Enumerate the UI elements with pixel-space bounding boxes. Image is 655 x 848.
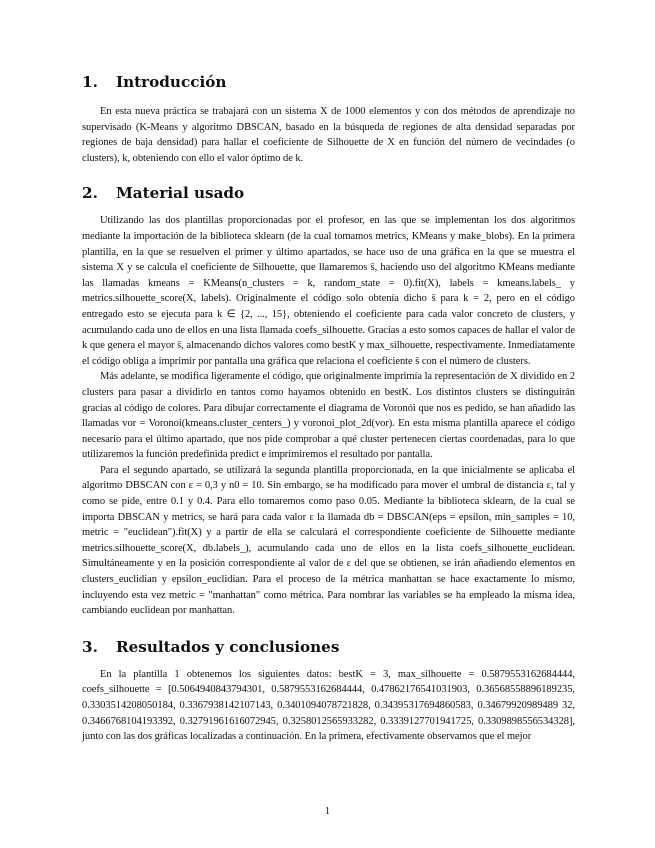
section-heading-resultados	[82, 637, 575, 657]
section-number: 1.	[82, 73, 98, 91]
paragraph: Para el segundo apartado, se utilizará la segunda plantilla proporcionada, en la que inicialmente se aplicaba el algoritmo DBSCAN con ε = 0,3 y n0 = 10. Sin embargo, se ha modificado para mover el umbral de distancia ε, tal y como se pide, entre 0.1 y 0.4. Para ello tomaremos como paso 0.05. Mediante la biblioteca sklearn, de la cual se importa DBSCAN y metrics, se hará para cada valor ε la llamada db = DBSCAN(eps = epsilon, min_samples = 10, metric = "euclidean").fit(X) y a partir de ella se calculará el correspondiente coeficiente de Silhouette mediante metrics.silhouette_score(X, db.labels_), acumulando cada uno de ellos en la lista coefs_silhouette_euclidean. Simultáneamente y en la posición correspondiente al valor de ε del que se obtienen, se irán añadiendo elementos en clusters_euclidian y epsilon_euclidian. Para el proceso de la métrica manhattan se hace exactamente lo mismo, incluyendo esta vez metric = "manhattan" como métrica. Para nombrar las variables se ha empleado la misma idea, cambiando euclidean por manhattan.	[82, 464, 575, 617]
section-body	[82, 667, 575, 745]
section-title: Resultados y conclusiones	[116, 637, 340, 656]
paper-page	[82, 66, 575, 745]
section-title: Introducción	[116, 73, 227, 91]
section-number: 3.	[82, 637, 98, 656]
section-heading-introduccion	[82, 72, 575, 92]
section-body	[82, 104, 575, 166]
page-number: 1	[324, 806, 331, 817]
paragraph: Más adelante, se modifica ligeramente el código, que originalmente imprimía la representación de X dividido en 2 clusters para pasar a dividirlo en tantos como hayamos obtenido en bestK. Los distintos clusters se distinguirán gracias al código de colores. Para dibujar correctamente el diagrama de Voronói que nos es pedido, se han añadido las llamadas vor = Voronoi(kmeans.cluster_centers_) y voronoi_plot_2d(vor). En esta misma plantilla aparece el código necesario para el último apartado, que nos pide comprobar a qué cluster pertenecen ciertas coordenadas, para lo que utilizaremos la función predefinida predict e imprimiremos el resultado por pantalla.	[82, 371, 575, 461]
section-body	[82, 213, 575, 618]
section-title: Material usado	[116, 184, 245, 203]
paragraph: Utilizando las dos plantillas proporcionadas por el profesor, en las que se implementan los dos algoritmos mediante la importación de la biblioteca sklearn (de la cual tomamos metrics, KMeans y make_blobs). En la primera plantilla, en la que se resuelven el primer y último apartados, se hace uso de una gráfica en la que se muestra el sistema X y se calcula el coeficiente de Silhouette, que llamaremos s̄, haciendo uso del algoritmo KMeans mediante las llamadas kmeans = KMeans(n_clusters = k, random_state = 0).fit(X), labels = kmeans.labels_ y metrics.silhouette_score(X, labels). Originalmente el código solo obtenía dicho s̄ para k = 2, pero en el código entregado esto se ejecuta para k ∈ {2, ..., 15}, obteniendo el coeficiente para cada valor concreto de clusters, y acumulando cada uno de ellos en una lista llamada coefs_silhouette. Gracias a esto somos capaces de hallar el valor de k que genera el mayor s̄, almacenando dichos valores como bestK y max_silhouette, respectivamente. Inmediatamente el código obliga a imprimir por pantalla una gráfica que relaciona el coeficiente s̄ con el número de clusters.	[82, 215, 575, 367]
paragraph: En la plantilla 1 obtenemos los siguientes datos: bestK = 3, max_silhouette = 0.5879553162684444, coefs_silhouette = [0.5064940843794301, 0.5879553162684444, 0.47862176541031903, 0.36568558896189235, 0.3303514208050184, 0.3367938142107143, 0.3401094078721828, 0.34395317694860583, 0.34679920989489 32, 0.3466768104193392, 0.32791961616072945, 0.3258012565933282, 0.3339127701941725, 0.3309898556534328], junto con las dos gráficas localizadas a continuación. En la primera, efectivamente observamos que el mejor	[82, 668, 575, 743]
paragraph: En esta nueva práctica se trabajará con un sistema X de 1000 elementos y con dos métodos de aprendizaje no supervisado (K-Means y algoritmo DBSCAN, basado en la búsqueda de regiones de alta densidad separadas por regiones de baja densidad) para hallar el coeficiente de Silhouette de X en función del número de vecindades (o clusters), k, obteniendo con ello el valor óptimo de k.	[82, 106, 575, 164]
section-heading-material-usado	[82, 183, 575, 203]
section-number: 2.	[82, 184, 98, 203]
